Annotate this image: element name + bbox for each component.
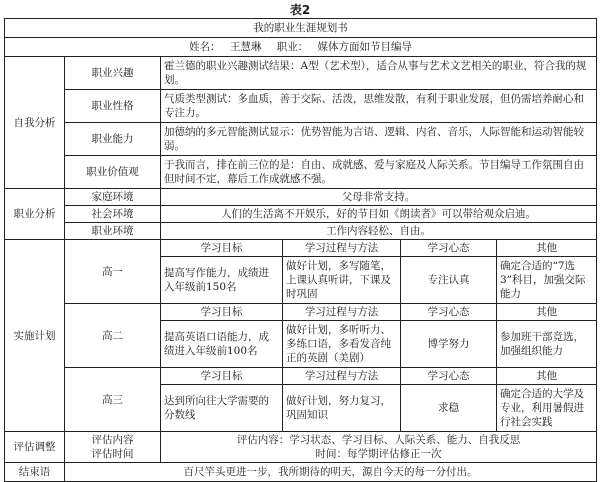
evaluation-time: 时间：每学期评估修正一次 <box>315 448 442 460</box>
row-label: 职业兴趣 <box>65 57 161 90</box>
evaluation-content: 评估内容：学习状态、学习目标、人际关系、能力、自我反思 <box>236 434 521 446</box>
career-plan-table <box>4 18 597 482</box>
other-cell: 确定合适的“7选3”科目，加强交际能力 <box>497 257 597 304</box>
goal-cell: 达到所向往大学需要的分数线 <box>161 385 283 432</box>
header-goal: 学习目标 <box>161 240 283 257</box>
table-row <box>5 304 597 321</box>
other-cell: 确定合适的大学及专业，利用暑假进行社会实践 <box>497 385 597 432</box>
header-method: 学习过程与方法 <box>283 240 401 257</box>
method-cell: 做好计划，多听听力、多练口语，多看发音纯正的英剧（美剧） <box>283 321 401 368</box>
grade-label: 高三 <box>65 368 161 432</box>
table-row <box>5 123 597 156</box>
row-text: 人们的生活离不开娱乐，好的节目如《朗读者》可以带给观众启迪。 <box>161 206 597 223</box>
row-text: 于我而言，排在前三位的是：自由、成就感、爱与家庭及人际关系。节目编导工作氛围自由但时间不定，幕后工作成就感不强。 <box>161 156 597 189</box>
header-attitude: 学习心态 <box>401 240 497 257</box>
job-value: 媒体方面如节目编导 <box>317 41 413 53</box>
grade-label: 高一 <box>65 240 161 304</box>
row-text: 霍兰德的职业兴趣测试结果：A型（艺术型），适合从事与艺术文艺相关的职业，符合我的规划。 <box>161 57 597 90</box>
row-label: 职业价值观 <box>65 156 161 189</box>
table-row <box>5 90 597 123</box>
evaluation-label: 评估调整 <box>5 432 65 463</box>
header-method: 学习过程与方法 <box>283 304 401 321</box>
title-row <box>5 19 597 38</box>
goal-cell: 提高英语口语能力，成绩进入年级前100名 <box>161 321 283 368</box>
evaluation-sub-labels <box>65 432 161 463</box>
self-analysis-label: 自我分析 <box>5 57 65 189</box>
table-row <box>5 240 597 257</box>
header-other: 其他 <box>497 240 597 257</box>
person-row <box>5 38 597 57</box>
table-row <box>5 206 597 223</box>
plan-label: 实施计划 <box>5 240 65 432</box>
evaluation-time-label: 评估时间 <box>91 448 134 460</box>
grade-label: 高二 <box>65 304 161 368</box>
row-label: 职业环境 <box>65 223 161 240</box>
row-text: 工作内容轻松、自由。 <box>161 223 597 240</box>
evaluation-details <box>161 432 597 463</box>
table-row <box>5 156 597 189</box>
row-text: 父母非常支持。 <box>161 189 597 206</box>
career-analysis-label: 职业分析 <box>5 189 65 240</box>
header-method: 学习过程与方法 <box>283 368 401 385</box>
header-other: 其他 <box>497 368 597 385</box>
table-row <box>5 463 597 482</box>
table-row <box>5 368 597 385</box>
name-label: 姓名： <box>189 41 221 53</box>
row-label: 家庭环境 <box>65 189 161 206</box>
row-label: 职业性格 <box>65 90 161 123</box>
attitude-cell: 专注认真 <box>401 257 497 304</box>
table-caption: 表2 <box>289 3 311 17</box>
job-label: 职业： <box>276 41 309 53</box>
conclusion-text: 百尺竿头更进一步，我所期待的明天，源自今天的每一分付出。 <box>65 463 597 482</box>
header-goal: 学习目标 <box>161 304 283 321</box>
other-cell: 参加班干部竞选，加强组织能力 <box>497 321 597 368</box>
attitude-cell: 求稳 <box>401 385 497 432</box>
row-label: 社会环境 <box>65 206 161 223</box>
header-other: 其他 <box>497 304 597 321</box>
method-cell: 做好计划，努力复习，巩固知识 <box>283 385 401 432</box>
header-attitude: 学习心态 <box>401 304 497 321</box>
person-info <box>5 38 597 57</box>
row-text: 气质类型测试：多血质，善于交际、活泼，思维发散，有利于职业发展，但仍需培养耐心和专注力。 <box>161 90 597 123</box>
goal-cell: 提高写作能力，成绩进入年级前150名 <box>161 257 283 304</box>
table-row <box>5 432 597 463</box>
header-goal: 学习目标 <box>161 368 283 385</box>
conclusion-label: 结束语 <box>5 463 65 482</box>
table-row <box>5 223 597 240</box>
row-label: 职业能力 <box>65 123 161 156</box>
table-row <box>5 57 597 90</box>
table-row <box>5 189 597 206</box>
method-cell: 做好计划，多写随笔，上课认真听讲，下课及时巩固 <box>283 257 401 304</box>
plan-title: 我的职业生涯规划书 <box>5 19 597 38</box>
evaluation-content-label: 评估内容 <box>91 434 134 446</box>
attitude-cell: 博学努力 <box>401 321 497 368</box>
header-attitude: 学习心态 <box>401 368 497 385</box>
name-value: 王慧琳 <box>229 41 262 53</box>
row-text: 加德纳的多元智能测试显示：优势智能为言语、逻辑、内省、音乐，人际智能和运动智能较弱。 <box>161 123 597 156</box>
